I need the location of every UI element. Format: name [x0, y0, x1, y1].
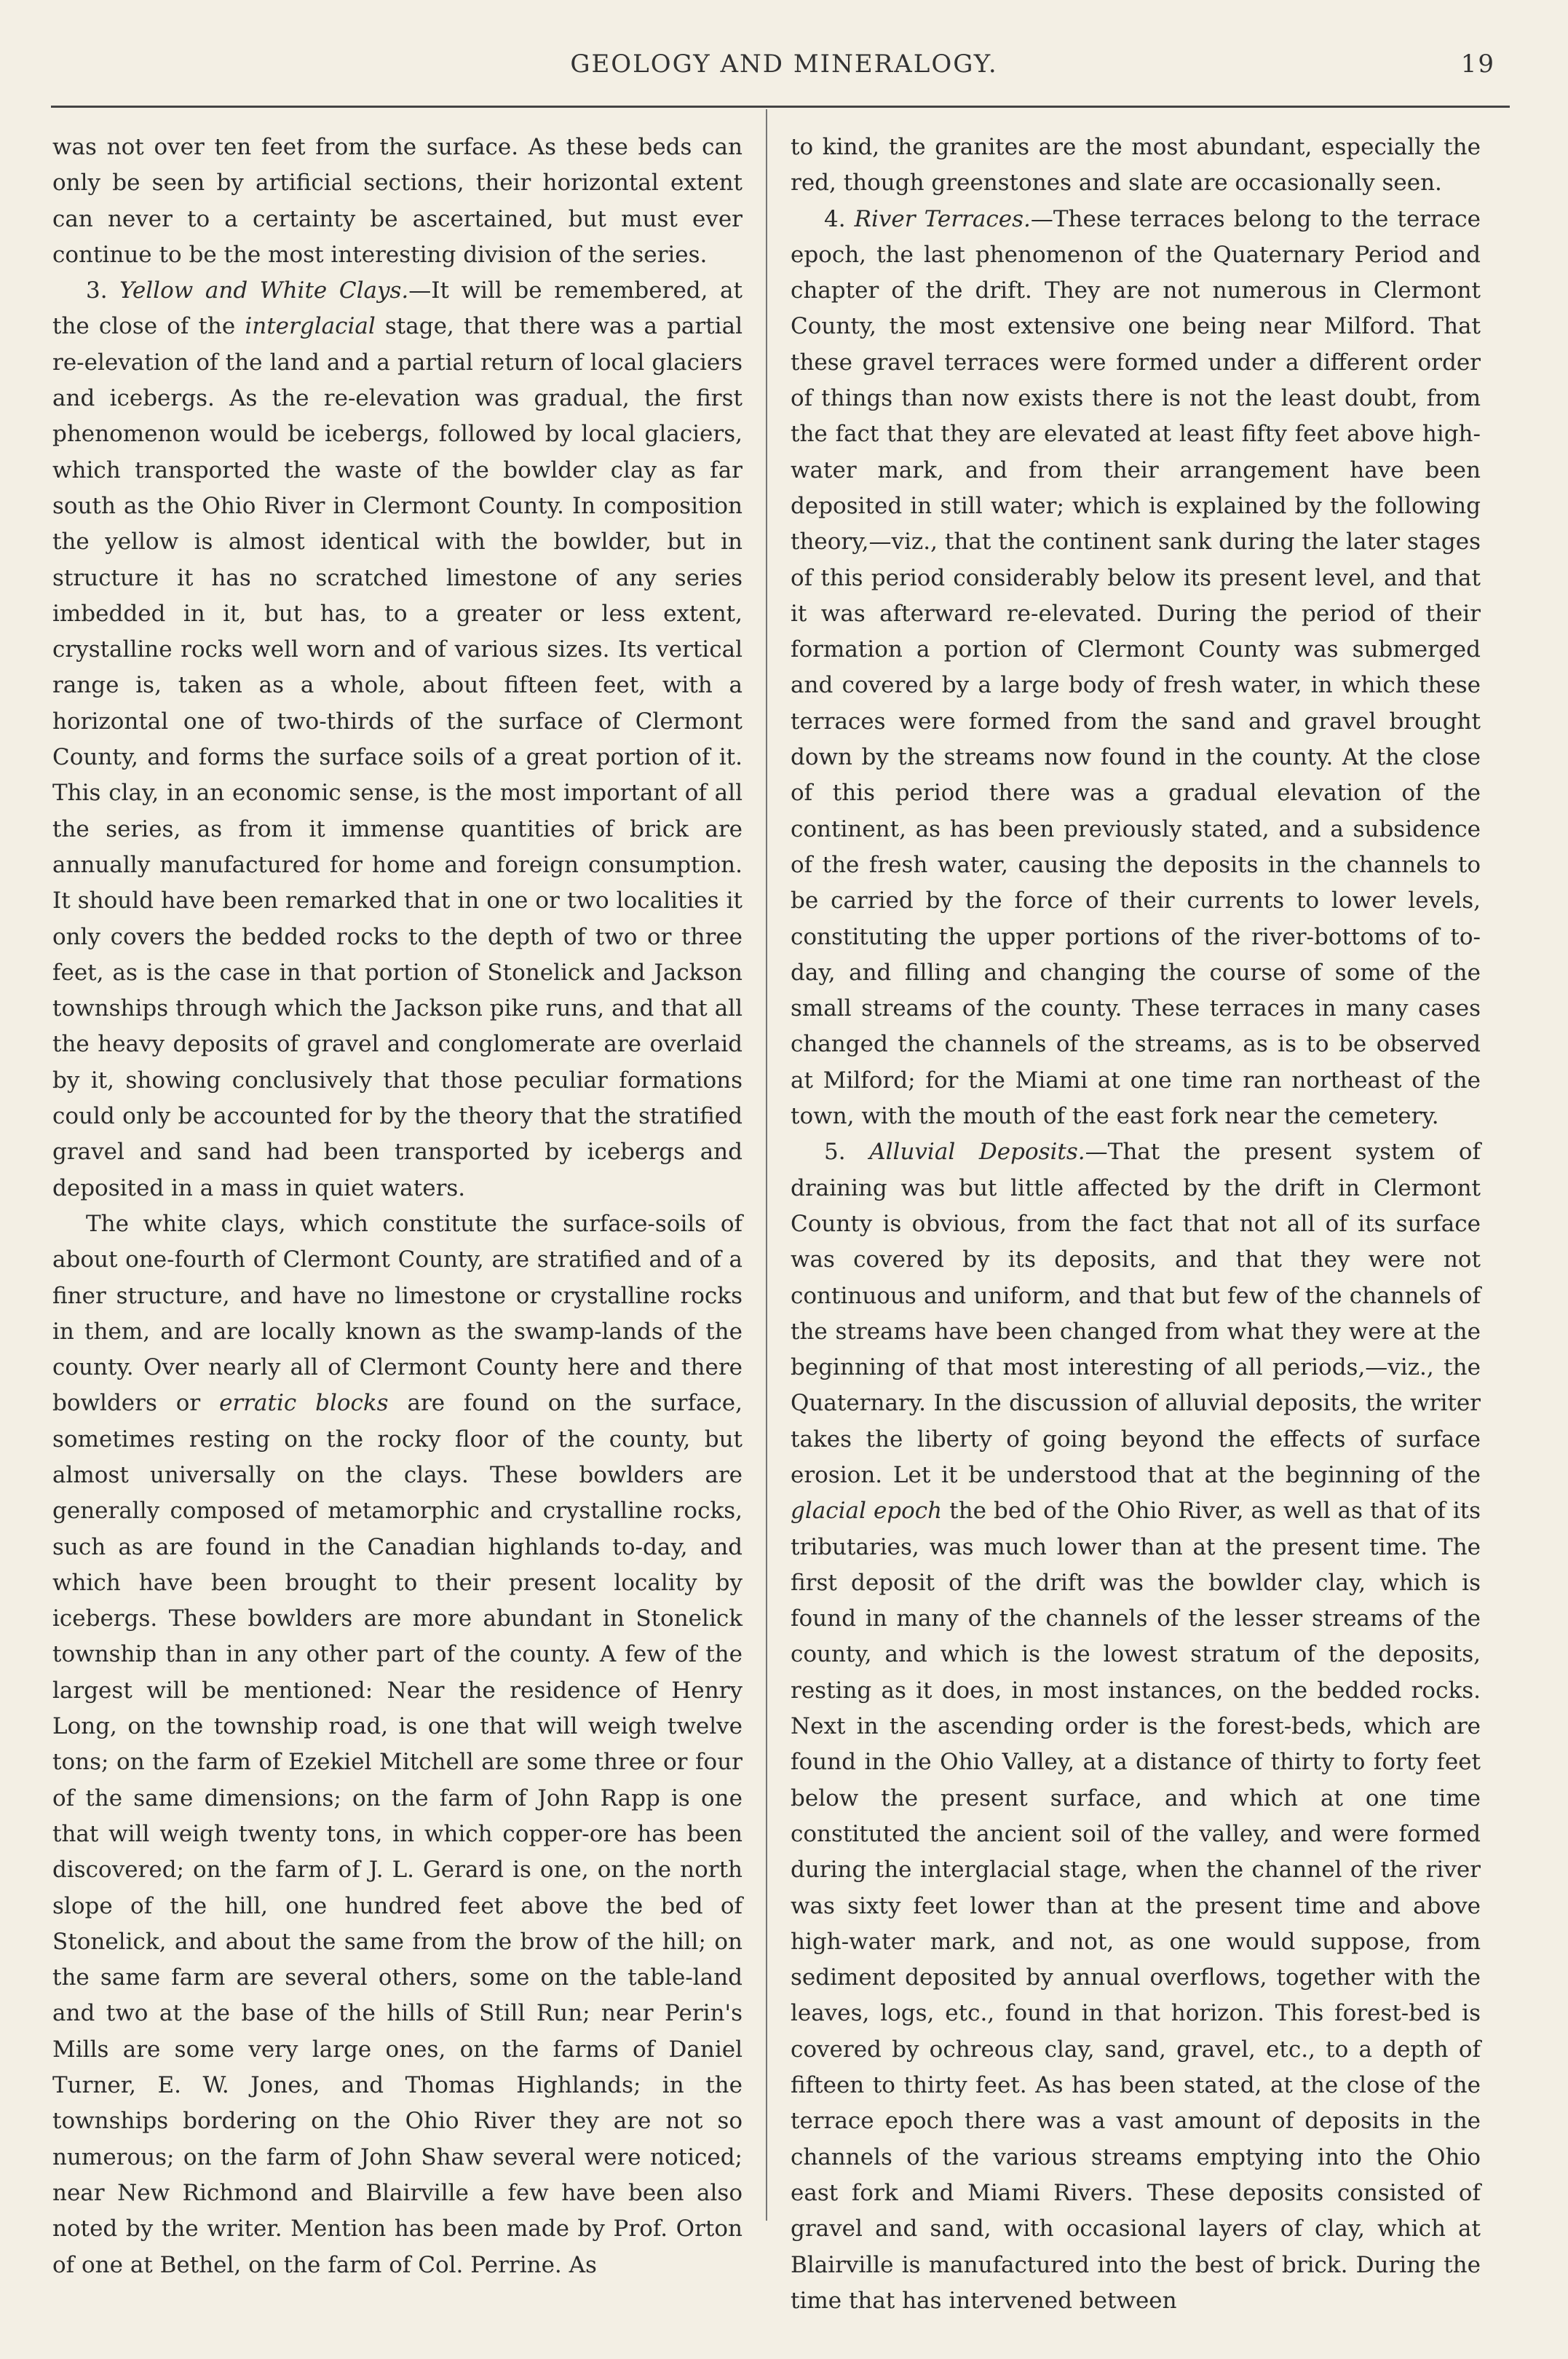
section-title: Yellow and White Clays.	[119, 277, 409, 304]
column-divider	[766, 109, 767, 2221]
running-title: GEOLOGY AND MINERALOGY.	[570, 50, 998, 79]
page-header	[51, 42, 1517, 86]
section-title: River Terraces.	[854, 205, 1031, 232]
left-column	[52, 130, 743, 2283]
paragraph: 4. River Terraces.—These terraces belong to the terrace epoch, the last phenomenon of the Quaternary Period and chapter of the drift. They are not numerous in Clermont County, the most extensive one being near Milford. That these gravel terraces were formed under a different order of things than now exists there is not the least doubt, from the fact that they are elevated at least fifty feet above high-water mark, and from their arrangement have been deposited in still water; which is explained by the following theory,—viz., that the continent sank during the later stages of this period considerably below its present level, and that it was afterward re-elevated. During the period of their formation a portion of Clermont County was submerged and covered by a large body of fresh water, in which these terraces were formed from the sand and gravel brought down by the streams now found in the county. At the close of this period there was a gradual elevation of the continent, as has been previously stated, and a subsidence of the fresh water, causing the deposits in the channels to be carried by the force of their currents to lower levels, constituting the upper portions of the river-bottoms of to-day, and filling and changing the course of some of the small streams of the county. These terraces in many cases changed the channels of the streams, as is to be observed at Milford; for the Miami at one time ran northeast of the town, with the mouth of the east fork near the cemetery.	[791, 205, 1481, 1130]
right-column	[791, 130, 1481, 2319]
paragraph: 5. Alluvial Deposits.—That the present system of draining was but little affected by the drift in Clermont County is obvious, from the fact that not all of its surface was covered by its deposits, and that they were not continuous and uniform, and that but few of the channels of the streams have been changed from what they were at the beginning of that most interesting of all periods,—viz., the Quaternary. In the discussion of alluvial deposits, the writer takes the liberty of going beyond the effects of surface erosion. Let it be understood that at the beginning of the glacial epoch the bed of the Ohio River, as well as that of its tributaries, was much lower than at the present time. The first deposit of the drift was the bowlder clay, which is found in many of the channels of the lesser streams of the county, and which is the lowest stratum of the deposits, resting as it does, in most instances, on the bedded rocks. Next in the ascending order is the forest-beds, which are found in the Ohio Valley, at a distance of thirty to forty feet below the present surface, and which at one time constituted the ancient soil of the valley, and were formed during the interglacial stage, when the channel of the river was sixty feet lower than at the present time and above high-water mark, and not, as one would suppose, from sediment deposited by annual overflows, together with the leaves, logs, etc., found in that horizon. This forest-bed is covered by ochreous clay, sand, gravel, etc., to a depth of fifteen to thirty feet. As has been stated, at the close of the terrace epoch there was a vast amount of deposits in the channels of the various streams emptying into the Ohio east fork and Miami Rivers. These deposits consisted of gravel and sand, with occasional layers of clay, which at Blairville is manufactured into the best of brick. During the time that has intervened between	[791, 1139, 1481, 2314]
header-rule	[51, 106, 1510, 108]
page-number: 19	[1460, 50, 1495, 79]
paragraph: The white clays, which constitute the surface-soils of about one-fourth of Clermont County, are stratified and of a finer structure, and have no limestone or crystalline rocks in them, and are locally known as the swamp-lands of the county. Over nearly all of Clermont County here and there bowlders or erratic blocks are found on the surface, sometimes resting on the rocky floor of the county, but almost universally on the clays. These bowlders are generally composed of metamorphic and crystalline rocks, such as are found in the Canadian highlands to-day, and which have been brought to their present locality by icebergs. These bowlders are more abundant in Stonelick township than in any other part of the county. A few of the largest will be mentioned: Near the residence of Henry Long, on the township road, is one that will weigh twelve tons; on the farm of Ezekiel Mitchell are some three or four of the same dimensions; on the farm of John Rapp is one that will weigh twenty tons, in which copper-ore has been discovered; on the farm of J. L. Gerard is one, on the north slope of the hill, one hundred feet above the bed of Stonelick, and about the same from the brow of the hill; on the same farm are several others, some on the table-land and two at the base of the hills of Still Run; near Perin's Mills are some very large ones, on the farms of Daniel Turner, E. W. Jones, and Thomas Highlands; in the townships bordering on the Ohio River they are not so numerous; on the farm of John Shaw several were noticed; near New Richmond and Blairville a few have been also noted by the writer. Mention has been made by Prof. Orton of one at Bethel, on the farm of Col. Perrine. As	[52, 1210, 743, 2278]
paragraph: was not over ten feet from the surface. As these beds can only be seen by artificial sections, their horizontal extent can never to a certainty be ascertained, but must ever continue to be the most interesting division of the series.	[52, 134, 743, 268]
section-title: Alluvial Deposits.	[869, 1139, 1085, 1166]
paragraph: to kind, the granites are the most abundant, especially the red, though greenstones and slate are occasionally seen.	[791, 134, 1481, 197]
paragraph: 3. Yellow and White Clays.—It will be remembered, at the close of the interglacial stage, that there was a partial re-elevation of the land and a partial return of local glaciers and icebergs. As the re-elevation was gradual, the first phenomenon would be icebergs, followed by local glaciers, which transported the waste of the bowlder clay as far south as the Ohio River in Clermont County. In composition the yellow is almost identical with the bowlder, but in structure it has no scratched limestone of any series imbedded in it, but has, to a greater or less extent, crystalline rocks well worn and of various sizes. Its vertical range is, taken as a whole, about fifteen feet, with a horizontal one of two-thirds of the surface of Clermont County, and forms the surface soils of a great portion of it. This clay, in an economic sense, is the most important of all the series, as from it immense quantities of brick are annually manufactured for home and foreign consumption. It should have been remarked that in one or two localities it only covers the bedded rocks to the depth of two or three feet, as is the case in that portion of Stonelick and Jackson townships through which the Jackson pike runs, and that all the heavy deposits of gravel and conglomerate are overlaid by it, showing conclusively that those peculiar formations could only be accounted for by the theory that the stratified gravel and sand had been transported by icebergs and deposited in a mass in quiet waters.	[52, 277, 743, 1201]
